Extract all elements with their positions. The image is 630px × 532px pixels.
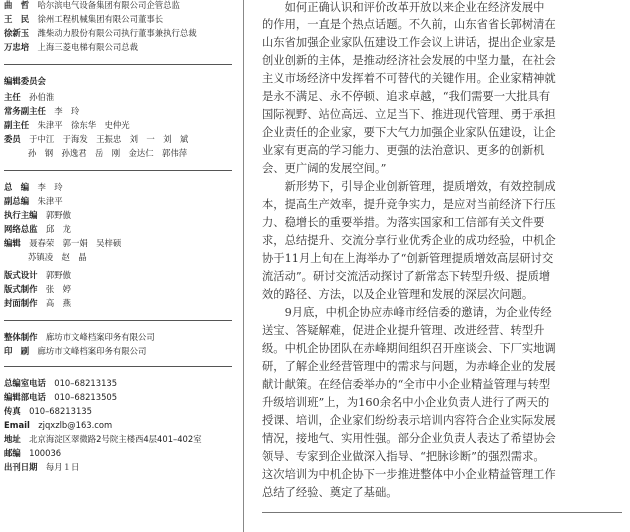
article-line: 力、稳增长的重要举措。为落实国家和工信部有关文件要 [262, 216, 545, 229]
divider [4, 170, 232, 171]
member-name: 万忠培 [4, 42, 30, 52]
contact-label: 总编室电话 [4, 378, 46, 388]
committee-role: 常务副主任 [4, 106, 46, 116]
contact-label: 出刊日期 [4, 462, 38, 472]
staff-names: 李 玲 [37, 182, 63, 192]
editorial-committee-heading: 编辑委员会 [4, 76, 46, 86]
staff-row [4, 210, 71, 221]
committee-row [4, 134, 188, 145]
staff-names: 苏镇凌 赵 晶 [28, 252, 87, 262]
contact-row [4, 448, 61, 459]
committee-names: 朱津平 徐东华 史仲光 [37, 120, 130, 130]
committee-role: 主任 [4, 92, 21, 102]
committee-row [28, 148, 187, 159]
article-line: 会、更广阔的发展空间。” [262, 162, 387, 175]
staff-names: 郭野傲 [45, 270, 71, 280]
article-line: 情况，接地气、实用性强。部分企业负责人表达了希望协会 [262, 432, 556, 445]
printing-role: 整体制作 [4, 332, 38, 342]
committee-row [4, 92, 54, 103]
article-line: 的作用，一直是个热点话题。不久前，山东省省长郭树清在 [262, 18, 556, 31]
article-line: 如何正确认识和评价改革开放以来企业在经济发展中 [262, 1, 545, 14]
contact-value: 010–68213135 [29, 406, 92, 416]
contact-row [4, 434, 202, 445]
member-title: 哈尔滨电气设备集团有限公司企管总监 [37, 0, 180, 10]
staff-row [4, 238, 121, 249]
committee-row [4, 120, 130, 131]
printing-company: 廊坊市文峰档案印务有限公司 [45, 332, 155, 342]
article-line: 是永不满足、永不停顿、追求卓越，“我们需要一大批具有 [262, 90, 551, 103]
article-line: 业家有更高的学习能力、更强的法治意识、更多的创新机 [262, 144, 545, 157]
divider [4, 366, 232, 367]
column-divider [243, 0, 244, 532]
staff-names: 郭野傲 [45, 210, 71, 220]
council-member-1 [4, 0, 180, 11]
council-member-3 [4, 28, 197, 39]
staff-role: 编辑 [4, 238, 21, 248]
staff-names: 高 燕 [45, 298, 71, 308]
article-line: 协于11月上旬在上海举办了“创新管理提质增效高层研讨交 [262, 252, 554, 265]
article-line: 献计献策。在经信委举办的“全市中小企业精益管理与转型 [262, 378, 551, 391]
contact-row [4, 378, 117, 389]
committee-names: 孙伯淮 [29, 92, 55, 102]
staff-names: 张 婷 [45, 284, 71, 294]
contact-label: 地址 [4, 434, 21, 444]
committee-role: 委员 [4, 134, 21, 144]
contact-row [4, 392, 117, 403]
printing-row [4, 346, 146, 357]
article-line: 创业创新的主体，是推动经济社会发展的中坚力量，在社会 [262, 54, 556, 67]
contact-label: 邮编 [4, 448, 21, 458]
staff-row [4, 298, 71, 309]
committee-names: 李 玲 [54, 106, 80, 116]
staff-role: 版式设计 [4, 270, 38, 280]
article-line: 授课、培训，企业家们纷纷表示培训内容符合企业实际发展 [262, 414, 556, 427]
printing-role: 印 刷 [4, 346, 30, 356]
member-name: 曲 哲 [4, 0, 30, 10]
email-value: zjqxzlb@163.com [38, 420, 113, 430]
member-title: 上海三菱电梯有限公司总裁 [37, 42, 138, 52]
article-line: 送宝、答疑解难，促进企业提升管理、改进经营、转型升 [262, 324, 545, 337]
article-line: 山东省加强企业家队伍建设工作会议上讲话，提出企业家是 [262, 36, 556, 49]
staff-role: 总 编 [4, 182, 30, 192]
divider [4, 64, 232, 65]
article-line: 总结了经验、奠定了基础。 [262, 486, 398, 499]
contact-row [4, 406, 92, 417]
contact-value: 010–68213505 [54, 392, 118, 402]
article-line: 9月底，中机企协应赤峰市经信委的邀请，为企业传经 [262, 306, 552, 319]
article-line: 领导、专家到企业做深入指导、“把脉诊断”的强烈需求。 [262, 450, 545, 463]
article-line: 效的路径、方法，以及企业管理和发展的深层次问题。 [262, 288, 534, 301]
council-member-2 [4, 14, 163, 25]
article-line: 主义市场经济中发挥着不可替代的关键作用。企业家精神就 [262, 72, 556, 85]
publish-date-value: 每月１日 [45, 462, 80, 472]
staff-role: 版式制作 [4, 284, 38, 294]
committee-names: 于中江 于海发 王振忠 刘 一 刘 斌 [29, 134, 189, 144]
staff-row [28, 252, 87, 263]
article-line: 本，提高生产效率，提升竞争实力，是应对当前经济下行压 [262, 198, 556, 211]
contact-value: 010–68213135 [54, 378, 118, 388]
article-line: 升级培训班”上，为160余名中小企业负责人进行了两天的 [262, 396, 550, 409]
staff-row [4, 196, 63, 207]
article-line: 研，了解企业经营管理中的需求与问题，为赤峰企业的发展 [262, 360, 556, 373]
address-value: 北京海淀区翠微路2号院主楼西4层401–402室 [29, 434, 202, 444]
article-line: 新形势下，引导企业创新管理，提质增效，有效控制成 [262, 180, 556, 193]
staff-names: 聂春荣 郭一娟 吴梓硕 [29, 238, 122, 248]
article-line: 级。中机企协团队在赤峰期间组织召开座谈会、下厂实地调 [262, 342, 556, 355]
member-name: 王 民 [4, 14, 30, 24]
postcode-value: 100036 [29, 448, 62, 458]
article-line: 求，总结提升、交流分享行业优秀企业的成功经验，中机企 [262, 234, 556, 247]
council-member-4 [4, 42, 138, 53]
article-line: 国际视野、站位高远、立足当下、推进现代管理、勇于承担 [262, 108, 556, 121]
article-line: 企业责任的企业家，要下大气力加强企业家队伍建设，让企 [262, 126, 556, 139]
staff-row [4, 182, 63, 193]
staff-row [4, 270, 71, 281]
committee-row [4, 106, 79, 117]
staff-names: 邱 龙 [45, 224, 71, 234]
contact-label: 编辑部电话 [4, 392, 46, 402]
masthead-column [4, 0, 236, 532]
staff-role: 网络总监 [4, 224, 38, 234]
staff-row [4, 284, 71, 295]
printing-company: 廊坊市文峰档案印务有限公司 [37, 346, 147, 356]
divider [4, 320, 232, 321]
staff-role: 执行主编 [4, 210, 38, 220]
contact-label: 传真 [4, 406, 21, 416]
article-line: 流活动”。研讨交流活动探讨了新常态下转型升级、提质增 [262, 270, 551, 283]
article-body [262, 0, 624, 532]
staff-role: 封面制作 [4, 298, 38, 308]
committee-role: 副主任 [4, 120, 30, 130]
staff-role: 副总编 [4, 196, 30, 206]
member-title: 潍柴动力股份有限公司执行董事兼执行总裁 [37, 28, 197, 38]
member-title: 徐州工程机械集团有限公司董事长 [37, 14, 164, 24]
committee-names: 孙 钢 孙逸君 岳 刚 金达仁 郭伟萍 [28, 148, 188, 158]
contact-label: Email [4, 420, 30, 430]
printing-row [4, 332, 155, 343]
contact-row [4, 462, 79, 473]
member-name: 徐新玉 [4, 28, 30, 38]
article-line: 这次培训为中机企协下一步推进整体中小企业精益管理工作 [262, 468, 556, 481]
footer-rule [262, 512, 622, 513]
staff-names: 朱津平 [37, 196, 63, 206]
contact-row [4, 420, 112, 431]
staff-row [4, 224, 71, 235]
